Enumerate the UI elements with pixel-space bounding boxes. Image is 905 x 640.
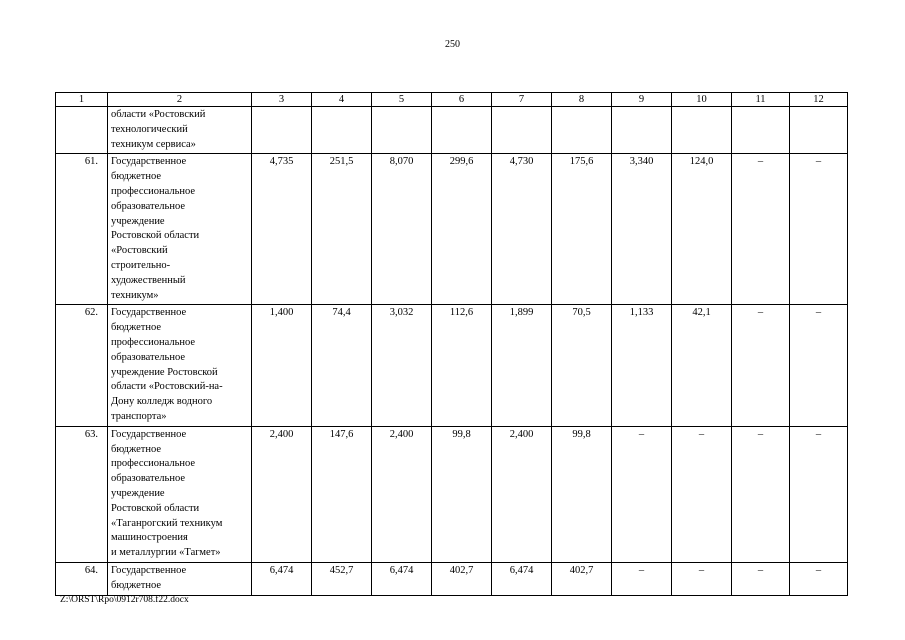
value-cell: 6,474 bbox=[492, 562, 552, 595]
table-row bbox=[56, 107, 848, 154]
institution-name: области «Ростовский технологический техникум сервиса» bbox=[108, 107, 252, 154]
value-cell: – bbox=[790, 154, 848, 305]
row-number: 62. bbox=[56, 305, 108, 426]
column-header: 3 bbox=[252, 93, 312, 107]
column-header: 8 bbox=[552, 93, 612, 107]
value-cell: 175,6 bbox=[552, 154, 612, 305]
value-cell bbox=[790, 107, 848, 154]
row-number: 64. bbox=[56, 562, 108, 595]
value-cell: 402,7 bbox=[432, 562, 492, 595]
value-cell: 6,474 bbox=[372, 562, 432, 595]
value-cell: 99,8 bbox=[432, 426, 492, 562]
column-header: 1 bbox=[56, 93, 108, 107]
table-row bbox=[56, 426, 848, 562]
value-cell: – bbox=[790, 305, 848, 426]
row-number: 61. bbox=[56, 154, 108, 305]
value-cell: 2,400 bbox=[372, 426, 432, 562]
value-cell: – bbox=[612, 562, 672, 595]
institution-name: Государственное бюджетное bbox=[108, 562, 252, 595]
value-cell bbox=[492, 107, 552, 154]
value-cell bbox=[552, 107, 612, 154]
table-row bbox=[56, 305, 848, 426]
value-cell: – bbox=[732, 305, 790, 426]
table-header-row bbox=[56, 93, 848, 107]
table-row bbox=[56, 154, 848, 305]
footer-file-path: Z:\ORST\Rpo\0912r708.f22.docx bbox=[60, 595, 189, 605]
value-cell: 4,735 bbox=[252, 154, 312, 305]
column-header: 12 bbox=[790, 93, 848, 107]
value-cell: 3,032 bbox=[372, 305, 432, 426]
data-table bbox=[55, 92, 848, 596]
column-header: 4 bbox=[312, 93, 372, 107]
value-cell: 42,1 bbox=[672, 305, 732, 426]
value-cell: 3,340 bbox=[612, 154, 672, 305]
value-cell bbox=[252, 107, 312, 154]
value-cell: – bbox=[790, 426, 848, 562]
institution-name: Государственное бюджетное профессиональное образовательное учреждение Ростовской области «Ростовский строительно- художественный техникум» bbox=[108, 154, 252, 305]
table-row bbox=[56, 562, 848, 595]
value-cell: 1,400 bbox=[252, 305, 312, 426]
value-cell: 1,899 bbox=[492, 305, 552, 426]
value-cell: – bbox=[732, 154, 790, 305]
value-cell: – bbox=[672, 426, 732, 562]
column-header: 11 bbox=[732, 93, 790, 107]
value-cell bbox=[432, 107, 492, 154]
value-cell: 112,6 bbox=[432, 305, 492, 426]
column-header: 9 bbox=[612, 93, 672, 107]
value-cell bbox=[312, 107, 372, 154]
value-cell: – bbox=[672, 562, 732, 595]
value-cell: 2,400 bbox=[252, 426, 312, 562]
value-cell: 2,400 bbox=[492, 426, 552, 562]
value-cell: – bbox=[612, 426, 672, 562]
value-cell: 4,730 bbox=[492, 154, 552, 305]
column-header: 10 bbox=[672, 93, 732, 107]
value-cell bbox=[732, 107, 790, 154]
value-cell bbox=[372, 107, 432, 154]
row-number: 63. bbox=[56, 426, 108, 562]
value-cell: 74,4 bbox=[312, 305, 372, 426]
row-number bbox=[56, 107, 108, 154]
value-cell: 1,133 bbox=[612, 305, 672, 426]
value-cell: – bbox=[732, 562, 790, 595]
column-header: 7 bbox=[492, 93, 552, 107]
value-cell: 402,7 bbox=[552, 562, 612, 595]
value-cell: 8,070 bbox=[372, 154, 432, 305]
value-cell: – bbox=[732, 426, 790, 562]
page-number: 250 bbox=[445, 39, 460, 50]
value-cell: 99,8 bbox=[552, 426, 612, 562]
column-header: 2 bbox=[108, 93, 252, 107]
value-cell: 70,5 bbox=[552, 305, 612, 426]
column-header: 6 bbox=[432, 93, 492, 107]
institution-name: Государственное бюджетное профессиональное образовательное учреждение Ростовской области «Ростовский-на- Дону колледж водного транспорта» bbox=[108, 305, 252, 426]
value-cell: 6,474 bbox=[252, 562, 312, 595]
institution-name: Государственное бюджетное профессиональное образовательное учреждение Ростовской области «Таганрогский техникум машиностроения и металлургии «Тагмет» bbox=[108, 426, 252, 562]
value-cell: 452,7 bbox=[312, 562, 372, 595]
value-cell: 147,6 bbox=[312, 426, 372, 562]
value-cell: 299,6 bbox=[432, 154, 492, 305]
value-cell: 124,0 bbox=[672, 154, 732, 305]
column-header: 5 bbox=[372, 93, 432, 107]
value-cell: 251,5 bbox=[312, 154, 372, 305]
value-cell bbox=[672, 107, 732, 154]
value-cell: – bbox=[790, 562, 848, 595]
value-cell bbox=[612, 107, 672, 154]
